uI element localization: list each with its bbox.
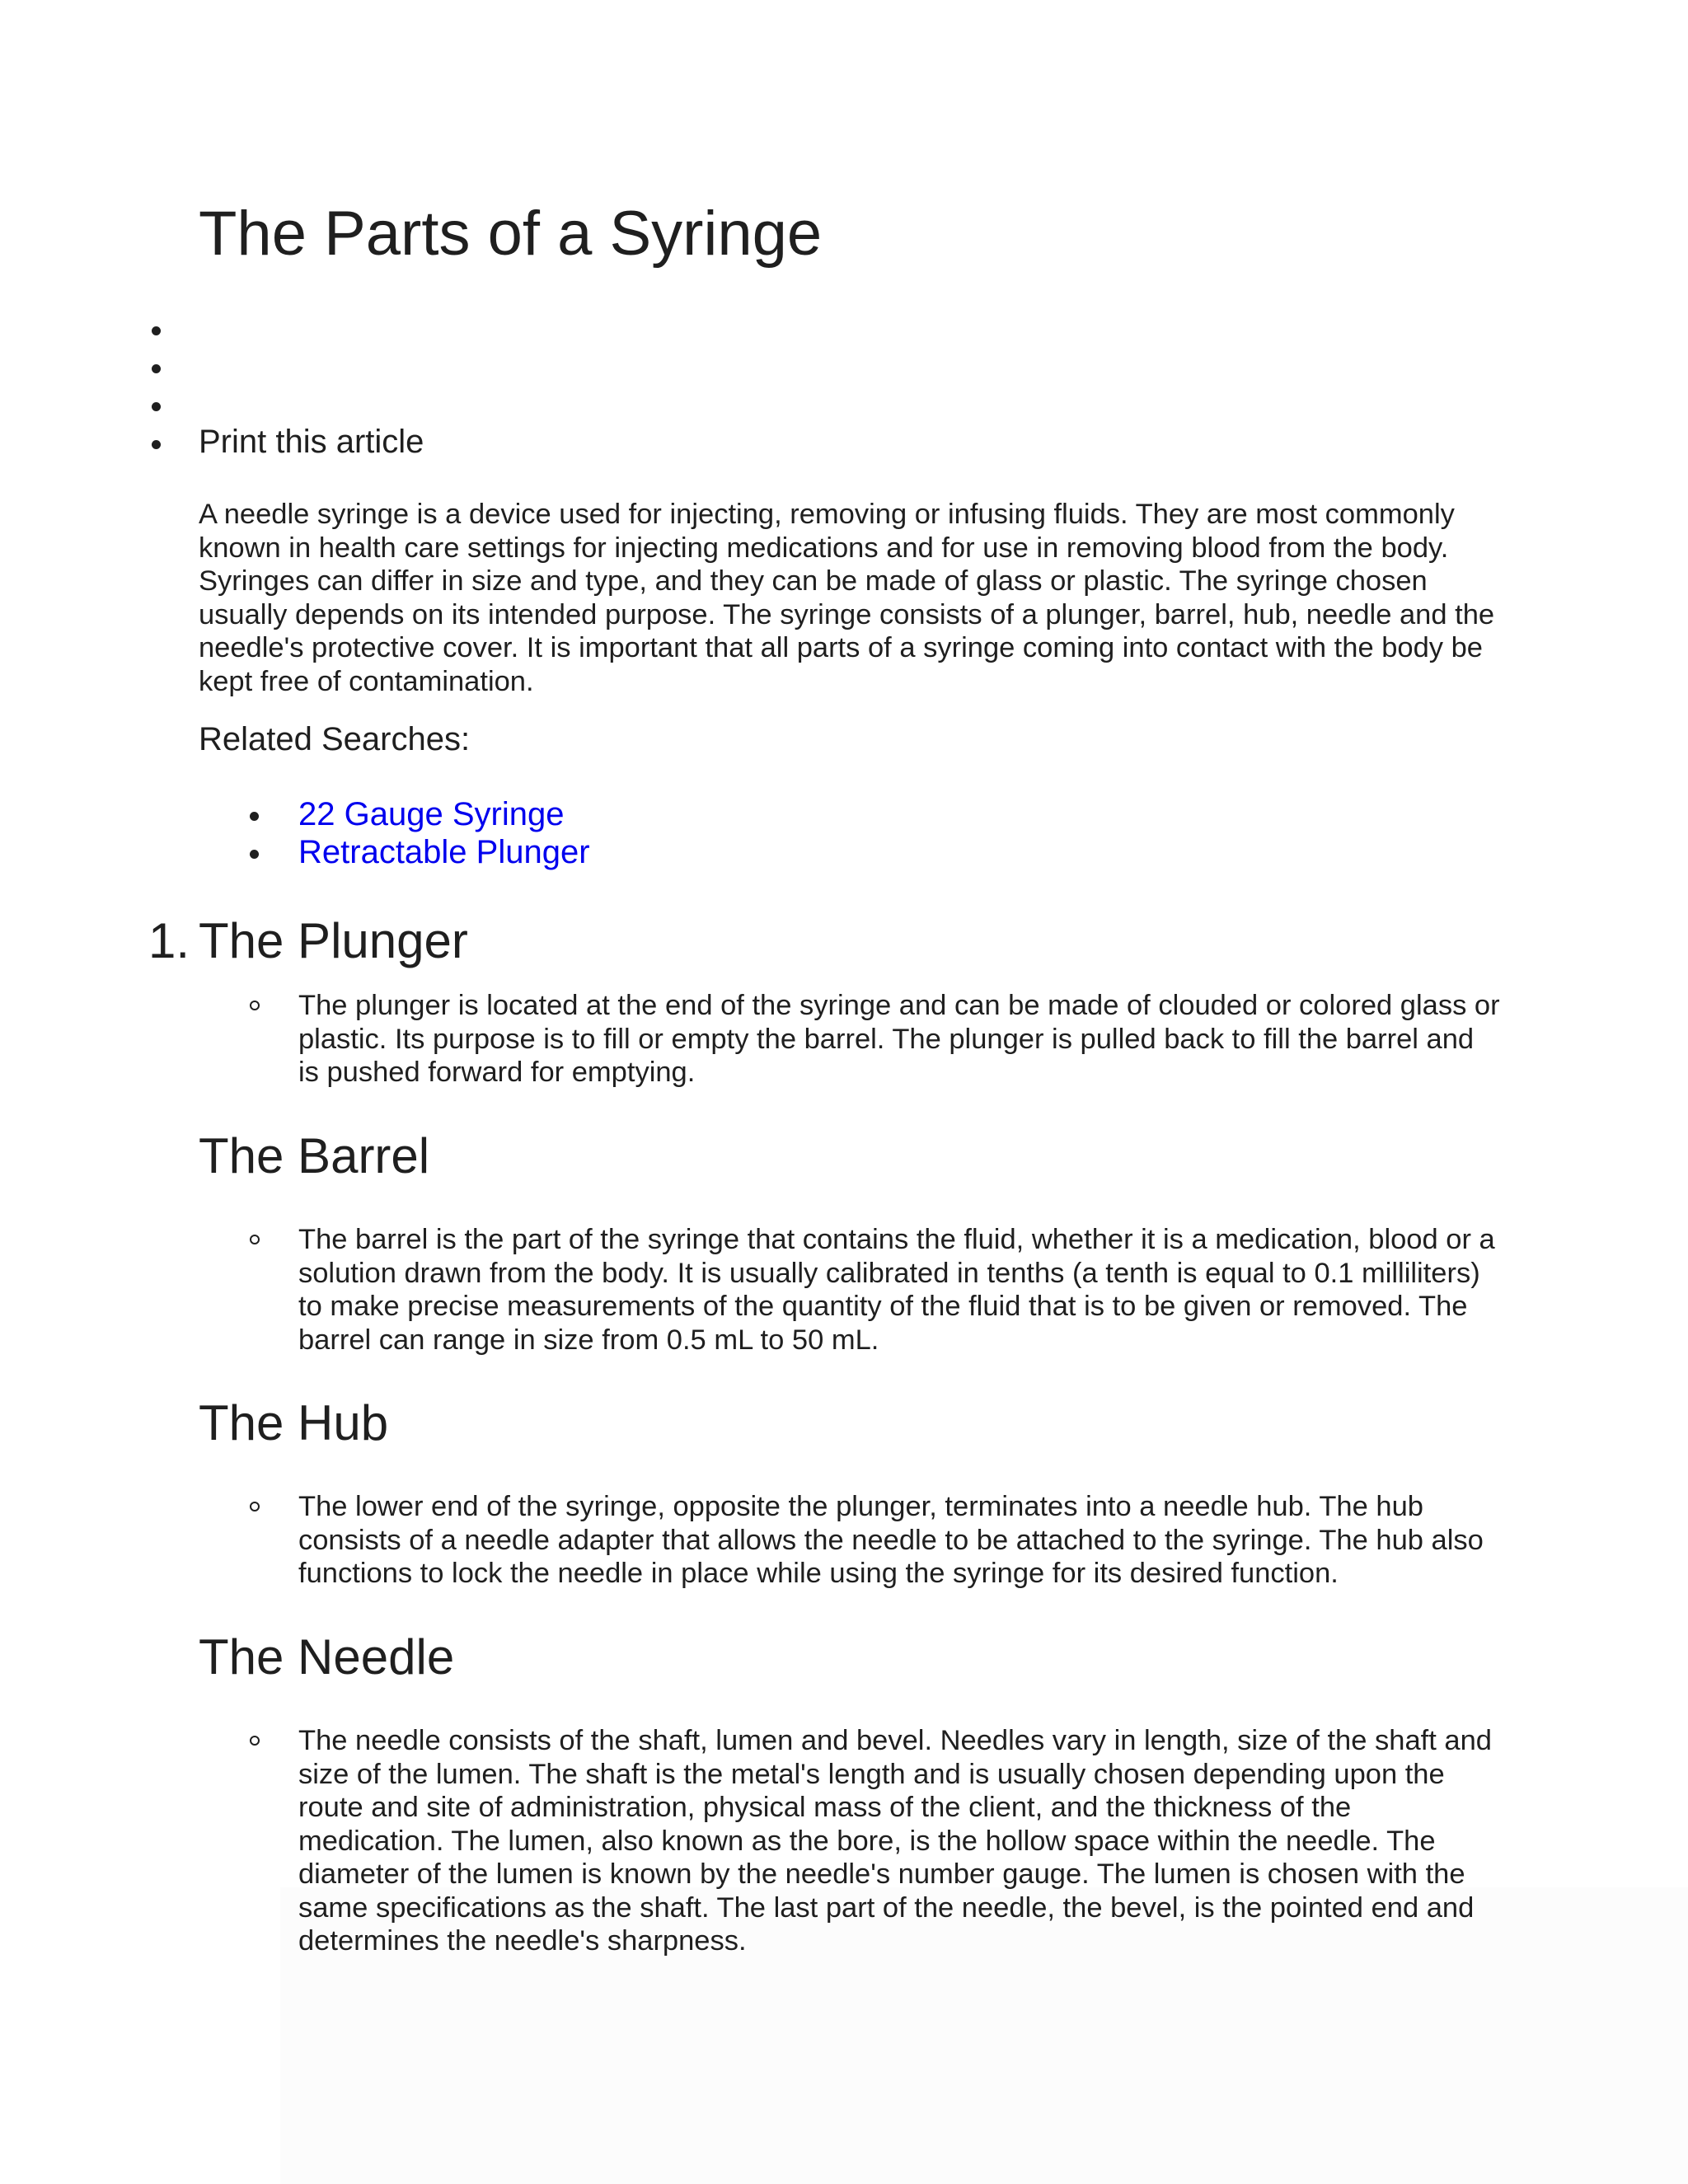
share-bullet	[152, 402, 161, 411]
section-heading-needle: The Needle	[199, 1629, 455, 1685]
related-bullet	[250, 850, 259, 859]
page-title: The Parts of a Syringe	[199, 199, 823, 269]
sub-bullet	[250, 1502, 260, 1511]
related-link-retractable-plunger[interactable]: Retractable Plunger	[298, 834, 590, 870]
print-article-link[interactable]: Print this article	[199, 424, 424, 460]
hub-description: The lower end of the syringe, opposite the plunger, terminates into a needle hub. The hub consists of a needle adapter that allows the needle to be attached to the syringe. The hub also functions to lock the needle in place while using the syringe for its desired function.	[298, 1491, 1484, 1589]
section-heading-barrel: The Barrel	[199, 1128, 430, 1183]
related-link-22-gauge-syringe[interactable]: 22 Gauge Syringe	[298, 796, 565, 832]
related-searches-label: Related Searches:	[199, 721, 471, 757]
print-bullet	[152, 440, 161, 449]
sub-bullet	[250, 1001, 260, 1010]
barrel-description: The barrel is the part of the syringe that contains the fluid, whether it is a medication, blood or a solution drawn from the body. It is usually calibrated in tenths (a tenth is equal to 0.1 milliliters) to make precise measurements of the quantity of the fluid that is to be given or removed. The barrel can range in size from 0.5 mL to 50 mL.	[298, 1224, 1495, 1356]
sub-bullet	[250, 1736, 260, 1746]
section-number: 1.	[148, 913, 190, 968]
plunger-description: The plunger is located at the end of the syringe and can be made of clouded or colored glass or plastic. Its purpose is to fill or empty the barrel. The plunger is pulled back to fill the barrel and is pushed forward for emptying.	[298, 990, 1500, 1088]
intro-paragraph: A needle syringe is a device used for injecting, removing or infusing fluids. They are most commonly known in health care settings for injecting medications and for use in removing blood from the body. Syringes can differ in size and type, and they can be made of glass or plastic. The syringe chosen usually depends on its intended purpose. The syringe consists of a plunger, barrel, hub, needle and the needle's protective cover. It is important that all parts of a syringe coming into contact with the body be kept free of contamination.	[199, 499, 1495, 697]
section-heading-hub: The Hub	[199, 1395, 389, 1451]
share-bullet	[152, 326, 161, 335]
share-bullet	[152, 364, 161, 373]
sub-bullet	[250, 1235, 260, 1244]
needle-description: The needle consists of the shaft, lumen and bevel. Needles vary in length, size of the shaft and size of the lumen. The shaft is the metal's length and is usually chosen depending upon the route and site of administration, physical mass of the client, and the thickness of the medication. The lumen, also known as the bore, is the hollow space within the needle. The diameter of the lumen is known by the needle's number gauge. The lumen is chosen with the same specifications as the shaft. The last part of the needle, the bevel, is the pointed end and determines the needle's sharpness.	[298, 1725, 1492, 1957]
section-heading-plunger: The Plunger	[199, 913, 468, 968]
related-bullet	[250, 812, 259, 821]
